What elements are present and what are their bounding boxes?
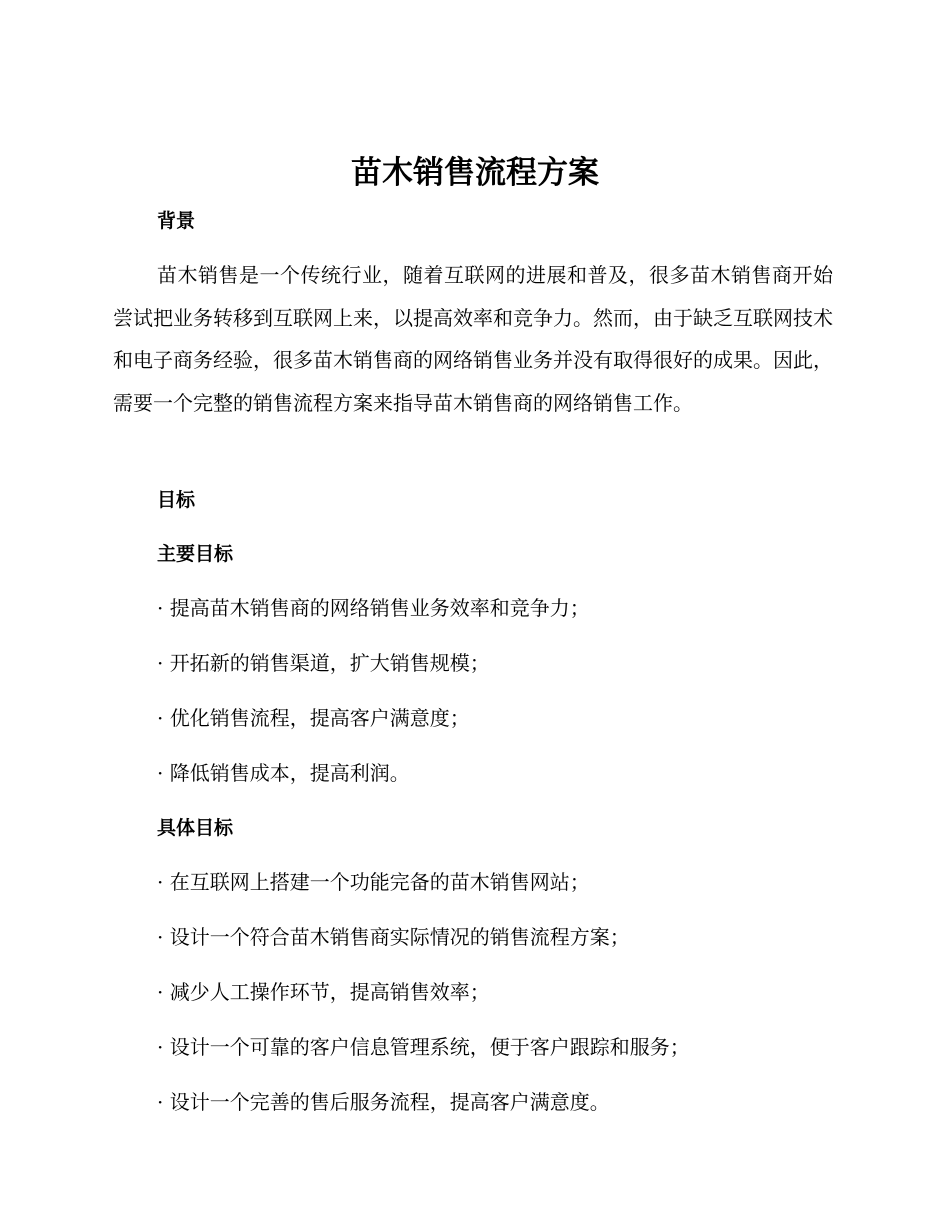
background-paragraph: 苗木销售是一个传统行业，随着互联网的进展和普及，很多苗木销售商开始尝试把业务转移到互联网上来，以提高效率和竞争力。然而，由于缺乏互联网技术和电子商务经验，很多苗木销售商的网络销售业务并没有取得很好的成果。因此，需要一个完整的销售流程方案来指导苗木销售商的网络销售工作。	[113, 263, 833, 415]
specific-goal-item: · 减少人工操作环节，提高销售效率；	[157, 980, 490, 1004]
main-goal-item: · 提高苗木销售商的网络销售业务效率和竞争力；	[157, 596, 590, 620]
heading-specific-goals: 具体目标	[157, 817, 234, 839]
specific-goal-item: · 在互联网上搭建一个功能完备的苗木销售网站；	[157, 870, 590, 894]
specific-goal-item: · 设计一个可靠的客户信息管理系统，便于客户跟踪和服务；	[157, 1035, 690, 1059]
document-title: 苗木销售流程方案	[351, 155, 599, 191]
specific-goal-item: · 设计一个符合苗木销售商实际情况的销售流程方案；	[157, 925, 630, 949]
specific-goal-item: · 设计一个完善的售后服务流程，提高客户满意度。	[157, 1090, 610, 1114]
heading-main-goals: 主要目标	[157, 543, 234, 565]
heading-goals: 目标	[157, 489, 196, 511]
main-goal-item: · 开拓新的销售渠道，扩大销售规模；	[157, 651, 490, 675]
heading-background: 背景	[157, 210, 196, 232]
main-goal-item: · 降低销售成本，提高利润。	[157, 761, 410, 785]
main-goal-item: · 优化销售流程，提高客户满意度；	[157, 706, 470, 730]
